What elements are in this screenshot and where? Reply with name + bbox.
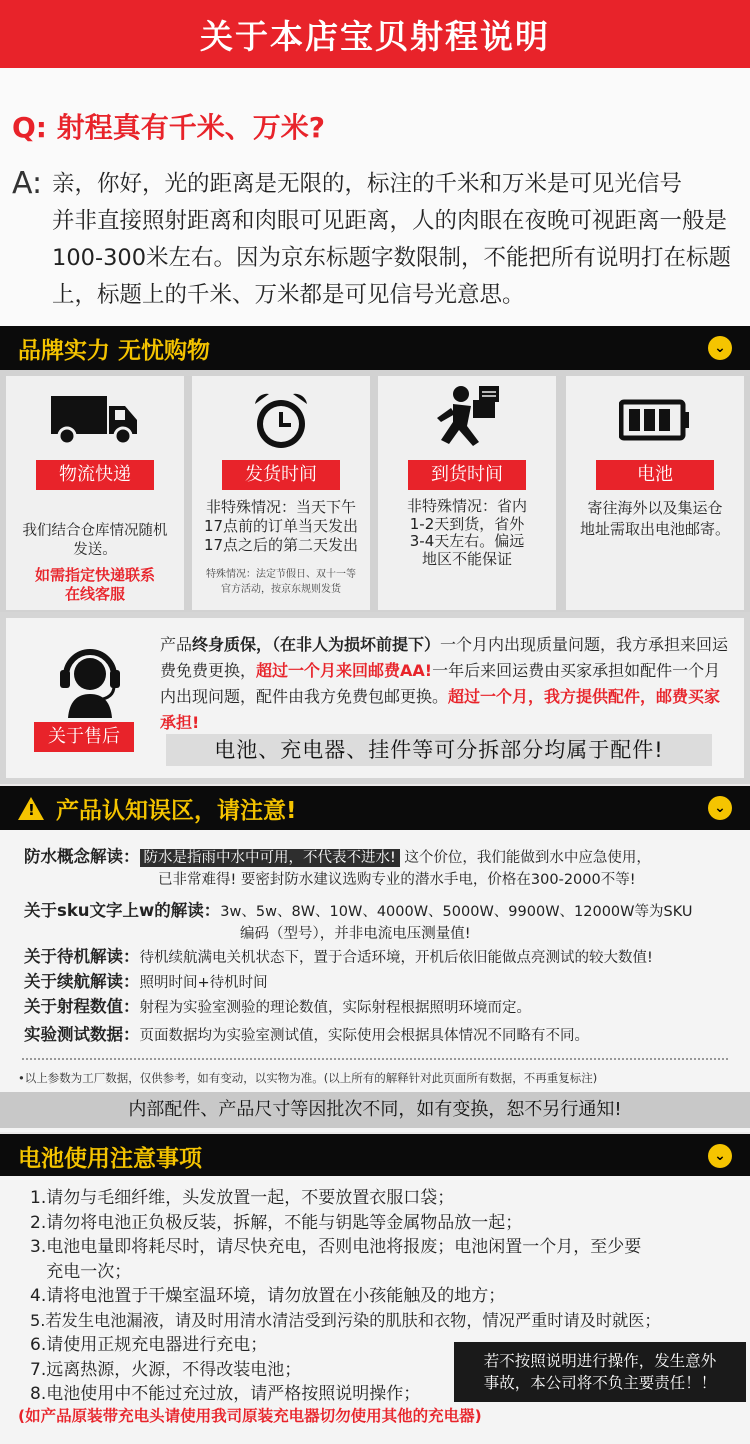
card-label: 物流快递 <box>36 460 154 490</box>
battery-icon <box>566 382 744 458</box>
card-ship-time <box>192 376 370 610</box>
myth-text: 3w、5w、8W、10W、4000W、5000W、9900W、12000W等为SKU <box>220 904 693 920</box>
battery-section-bar <box>0 1134 750 1178</box>
battery-section-title: 电池使用注意事项 <box>18 1145 202 1172</box>
after-text-1: 产品 <box>160 635 193 654</box>
card-line: 寄往海外以及集运仓 <box>587 499 723 517</box>
after-text-3: 一年后来回运费由买家承担如配件一个月内出现问题，配件由我方免费包邮更换。 <box>160 661 721 706</box>
myth-text-2: 已非常难得! 要密封防水建议选购专业的潜水手电，价格在300-2000不等! <box>158 872 636 888</box>
card-body <box>12 522 178 604</box>
card-line: 1-2天到货，省外 <box>409 514 525 533</box>
myth-key: 关于射程数值： <box>24 997 140 1016</box>
answer-text <box>52 166 742 314</box>
after-sales-panel <box>6 618 744 778</box>
headset-icon <box>50 640 130 720</box>
list-item: 2.请勿将电池正负极反装，拆解，不能与钥匙等金属物品放一起； <box>30 1212 523 1233</box>
after-sales-section <box>0 612 750 784</box>
card-label: 电池 <box>596 460 714 490</box>
after-text-bold: 终身质保，（在非人为损坏前提下） <box>192 635 441 654</box>
delivery-man-icon <box>378 382 556 458</box>
card-line: 地址需取出电池邮寄。 <box>579 520 730 538</box>
after-text-red-2: 超过一个月，我方提供配件，邮费买家承担! <box>160 687 721 732</box>
charger-footnote: (如产品原装带充电头请使用我司原装充电器切勿使用其他的充电器) <box>18 1407 482 1425</box>
card-label: 发货时间 <box>222 460 340 490</box>
alarm-clock-icon <box>192 382 370 458</box>
myth-text-2: 编码（型号），并非电流电压测量值! <box>240 926 471 942</box>
card-line: 17点前的订单当天发出 <box>203 517 359 535</box>
warning-line: 事故，本公司将不负主要责任！！ <box>483 1374 717 1392</box>
top-banner <box>0 0 750 68</box>
card-line: 非特殊情况：省内 <box>406 497 527 515</box>
answer-line: 上，标题上的千米、万米都是可见信号光意思。 <box>52 282 525 308</box>
myth-key: 防水概念解读： <box>24 847 140 866</box>
card-body <box>384 498 550 568</box>
card-battery <box>566 376 744 610</box>
card-small-note: 官方活动，按京东规则发货 <box>221 584 341 595</box>
card-label: 到货时间 <box>408 460 526 490</box>
list-item: 3.电池电量即将耗尽时，请尽快充电，否则电池将报废；电池闲置一个月，至少要 <box>30 1237 642 1257</box>
answer-line: 并非直接照射距离和肉眼可见距离，人的肉眼在夜晚可视距离一般是 <box>52 208 728 234</box>
card-red-note: 如需指定快递联系 <box>34 566 155 584</box>
warning-line: 若不按照说明进行操作，发生意外 <box>483 1352 717 1370</box>
brand-section-bar <box>0 326 750 370</box>
chevron-down-icon: ⌄ <box>708 796 732 820</box>
list-item: 7.远离热源，火源，不得改装电池； <box>30 1359 302 1380</box>
chevron-down-icon: ⌄ <box>708 336 732 360</box>
card-red-note: 在线客服 <box>64 585 125 603</box>
card-line: 我们结合仓库情况随机 <box>22 523 168 539</box>
qa-section <box>0 68 750 326</box>
myth-section-bar <box>0 786 750 830</box>
card-line: 发送。 <box>73 542 117 558</box>
card-body <box>572 498 738 540</box>
list-item: 4.请将电池置于干燥室温环境，请勿放置在小孩能触及的地方； <box>30 1286 506 1306</box>
card-logistics <box>6 376 184 610</box>
question-text: Q: 射程真有千米、万米? <box>12 111 325 144</box>
answer-line: 亲，你好，光的距离是无限的，标注的千米和万米是可见光信号 <box>52 171 683 197</box>
card-line: 3-4天左右。偏远 <box>409 532 525 550</box>
after-text-2: 一个月内出现质量问题，我方承担来回运费免费更换， <box>160 635 729 680</box>
card-line: 地区不能保证 <box>421 549 512 568</box>
chevron-down-icon: ⌄ <box>708 1144 732 1168</box>
card-small-note: 特殊情况：法定节假日、双十一等 <box>206 569 356 580</box>
list-item: 6.请使用正规充电器进行充电； <box>30 1335 268 1355</box>
myth-key: 关于续航解读： <box>24 972 140 991</box>
myth-key: 关于待机解读： <box>24 947 140 966</box>
answer-line: 100-300米左右。因为京东标题字数限制，不能把所有说明打在标题 <box>52 245 732 271</box>
myth-text: 待机续航满电关机状态下，置于合适环境，开机后依旧能做点亮测试的较大数值! <box>139 950 653 966</box>
myth-text: 射程为实验室测验的理论数值，实际射程根据照明环境而定。 <box>139 1000 531 1016</box>
myth-tag: 防水是指雨中水中可用，不代表不进水! <box>140 849 400 867</box>
list-item: 5.若发生电池漏液，请及时用清水清洁受到污染的肌肤和衣物，情况严重时请及时就医； <box>30 1310 661 1330</box>
answer-mark: A: <box>12 166 43 201</box>
banner-title: 关于本店宝贝射程说明 <box>200 16 550 56</box>
myth-section <box>0 830 750 1132</box>
card-line: 非特殊情况：当天下午 <box>205 498 356 516</box>
accessory-strip: 电池、充电器、挂件等可分拆部分均属于配件! <box>166 734 712 766</box>
myth-row <box>24 846 734 891</box>
notice-strip: 内部配件、产品尺寸等因批次不同，如有变换，恕不另行通知! <box>0 1092 750 1128</box>
list-item: 8.电池使用中不能过充过放，请严格按照说明操作； <box>30 1384 421 1404</box>
myth-section-title: 产品认知误区，请注意! <box>56 797 297 824</box>
list-item: 充电一次； <box>30 1261 132 1282</box>
parameter-note: •以上参数为工厂数据，仅供参考，如有变动，以实物为准。(以上所有的解释针对此页面所有数据，不再重复标注) <box>18 1071 598 1085</box>
brand-section-title: 品牌实力 无忧购物 <box>18 337 211 364</box>
myth-key: 关于sku文字上w的解读： <box>24 901 221 920</box>
myth-row <box>24 946 734 969</box>
myth-row <box>24 900 734 945</box>
card-arrival-time <box>378 376 556 610</box>
warning-icon <box>18 797 44 820</box>
after-sales-text <box>160 632 730 736</box>
myth-key: 实验测试数据： <box>24 1025 140 1044</box>
liability-warning <box>454 1342 746 1402</box>
myth-row <box>24 971 734 994</box>
after-text-red-1: 超过一个月来回邮费AA! <box>256 661 433 680</box>
myth-row <box>24 1024 734 1047</box>
myth-text: 页面数据均为实验室测试值，实际使用会根据具体情况不同略有不同。 <box>139 1028 589 1044</box>
list-item: 1.请勿与毛细纤维，头发放置一起，不要放置衣服口袋； <box>30 1188 455 1208</box>
battery-section <box>0 1176 750 1444</box>
dotted-divider <box>22 1058 728 1060</box>
card-line: 17点之后的第二天发出 <box>203 536 359 554</box>
truck-icon <box>6 382 184 458</box>
warning-mark: ! <box>28 800 35 819</box>
service-cards <box>0 370 750 612</box>
myth-row <box>24 996 734 1019</box>
myth-text: 这个价位，我们能做到水中应急使用， <box>404 850 651 866</box>
myth-text: 照明时间+待机时间 <box>139 975 268 991</box>
after-sales-label: 关于售后 <box>34 722 134 752</box>
card-body <box>198 498 364 597</box>
